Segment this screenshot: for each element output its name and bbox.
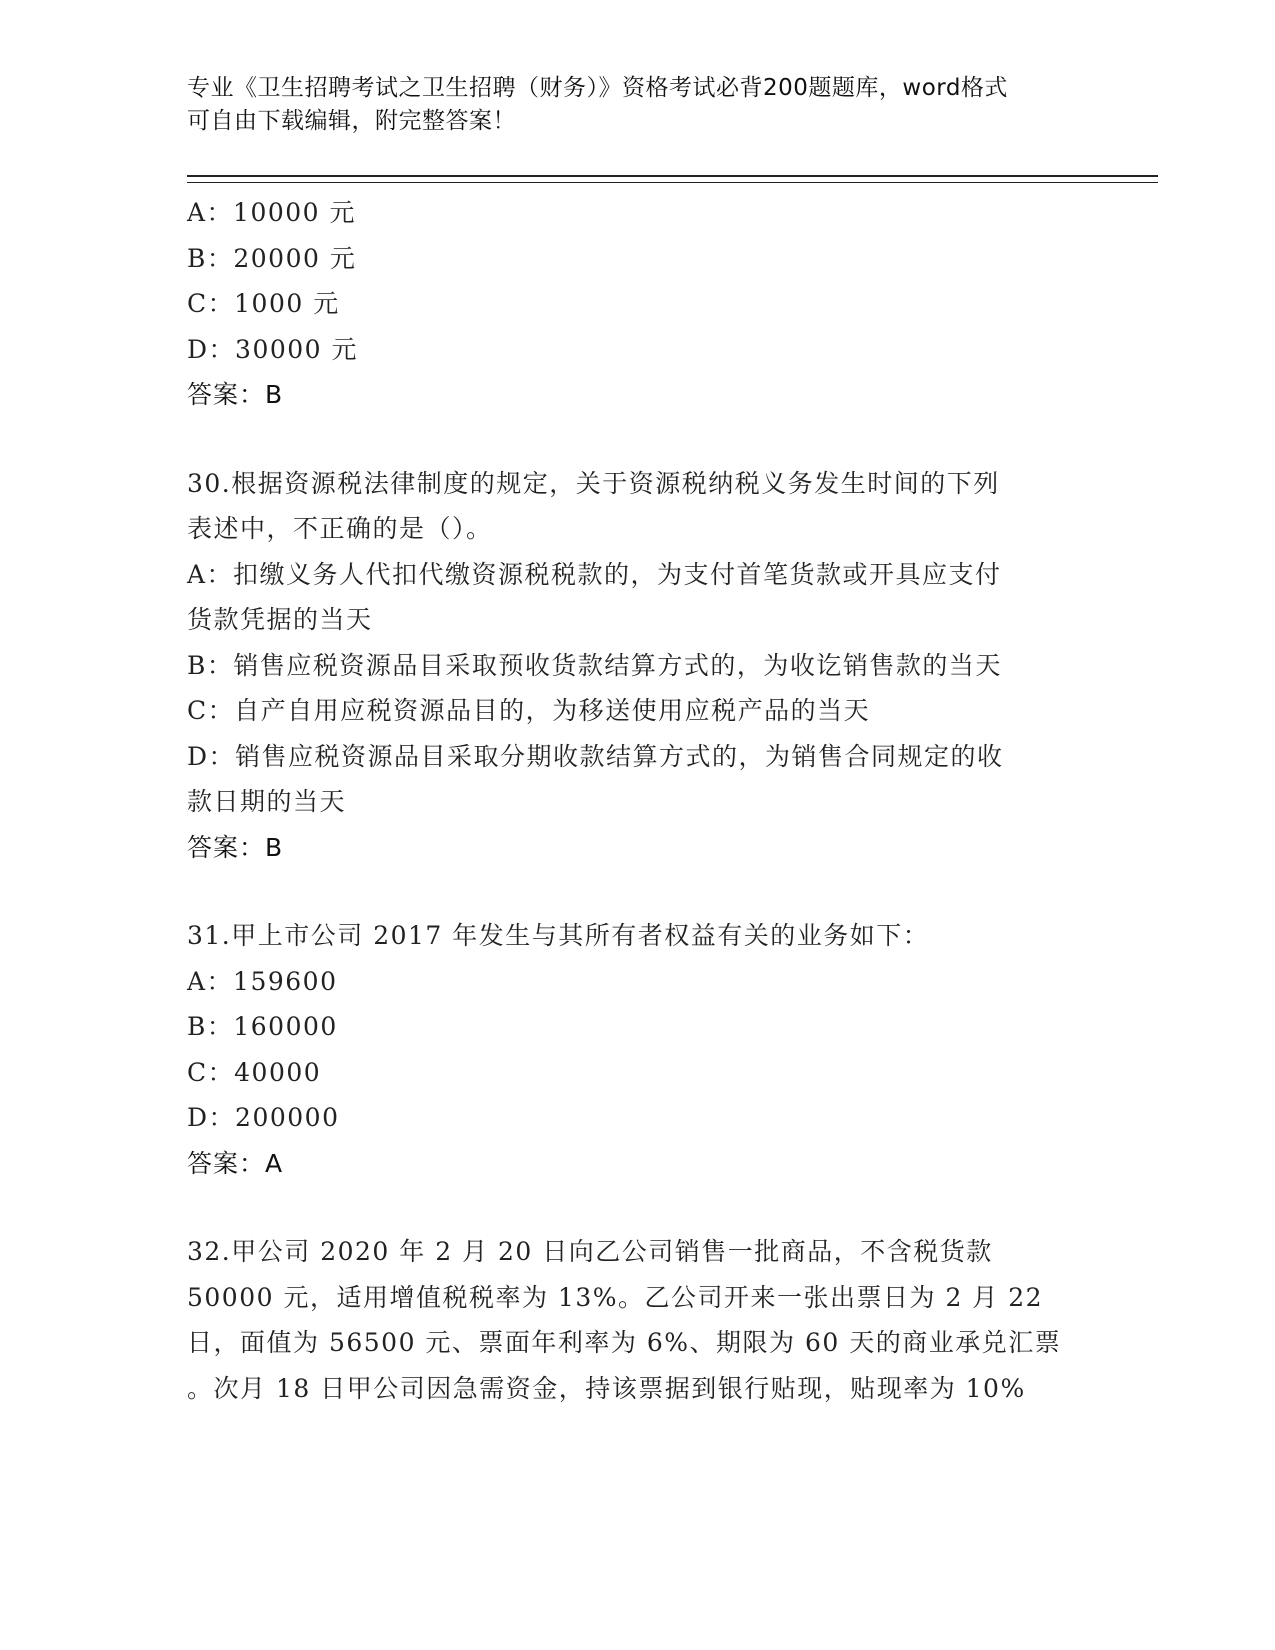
option-a: 货款凭据的当天 (187, 605, 373, 634)
question-stem: 表述中，不正确的是（）。 (187, 514, 493, 543)
question-31 (187, 913, 1087, 1186)
spacer (187, 1186, 1087, 1229)
option-b: B：20000 元 (187, 243, 357, 273)
question-stem: 31.甲上市公司 2017 年发生与其所有者权益有关的业务如下： (187, 921, 930, 950)
question-29 (187, 190, 1087, 418)
document-header (187, 72, 1067, 138)
question-stem: 日，面值为 56500 元、票面年利率为 6%、期限为 60 天的商业承兑汇票 (187, 1328, 1062, 1357)
option-d: 款日期的当天 (187, 787, 347, 816)
answer-line: 答案：B (187, 380, 284, 409)
option-c: C：自产自用应税资源品目的，为移送使用应税产品的当天 (187, 696, 871, 725)
header-divider-thin (187, 182, 1158, 183)
header-divider-thick (187, 175, 1158, 177)
header-title-line-2: 可自由下载编辑，附完整答案！ (187, 108, 516, 134)
header-title-line-1: 专业《卫生招聘考试之卫生招聘（财务）》资格考试必背200题题库，word格式 (187, 75, 1008, 101)
spacer (187, 418, 1087, 461)
option-d: D：200000 (187, 1103, 340, 1132)
option-b: B：160000 (187, 1012, 338, 1041)
option-d: D：30000 元 (187, 334, 359, 364)
option-c: C：40000 (187, 1057, 322, 1087)
spacer (187, 870, 1087, 913)
answer-line: 答案：B (187, 832, 284, 862)
option-d: D：销售应税资源品目采取分期收款结算方式的，为销售合同规定的收 (187, 741, 1004, 771)
option-a: A：159600 (187, 966, 338, 996)
question-stem: 32.甲公司 2020 年 2 月 20 日向乙公司销售一批商品，不含税货款 (187, 1237, 993, 1266)
option-c: C：1000 元 (187, 289, 340, 318)
option-a: A：扣缴义务人代扣代缴资源税税款的，为支付首笔货款或开具应支付 (187, 559, 1002, 589)
document-body (187, 190, 1087, 1411)
question-32 (187, 1229, 1087, 1411)
question-30 (187, 461, 1087, 871)
option-b: B：销售应税资源品目采取预收货款结算方式的，为收讫销售款的当天 (187, 650, 1002, 680)
option-a: A：10000 元 (187, 198, 357, 227)
answer-line: 答案：A (187, 1148, 284, 1178)
question-stem: 50000 元，适用增值税税率为 13%。乙公司开来一张出票日为 2 月 22 (187, 1282, 1044, 1312)
question-stem: 。次月 18 日甲公司因急需资金，持该票据到银行贴现，贴现率为 10% (187, 1373, 1026, 1403)
question-stem: 30.根据资源税法律制度的规定，关于资源税纳税义务发生时间的下列 (187, 468, 1000, 498)
